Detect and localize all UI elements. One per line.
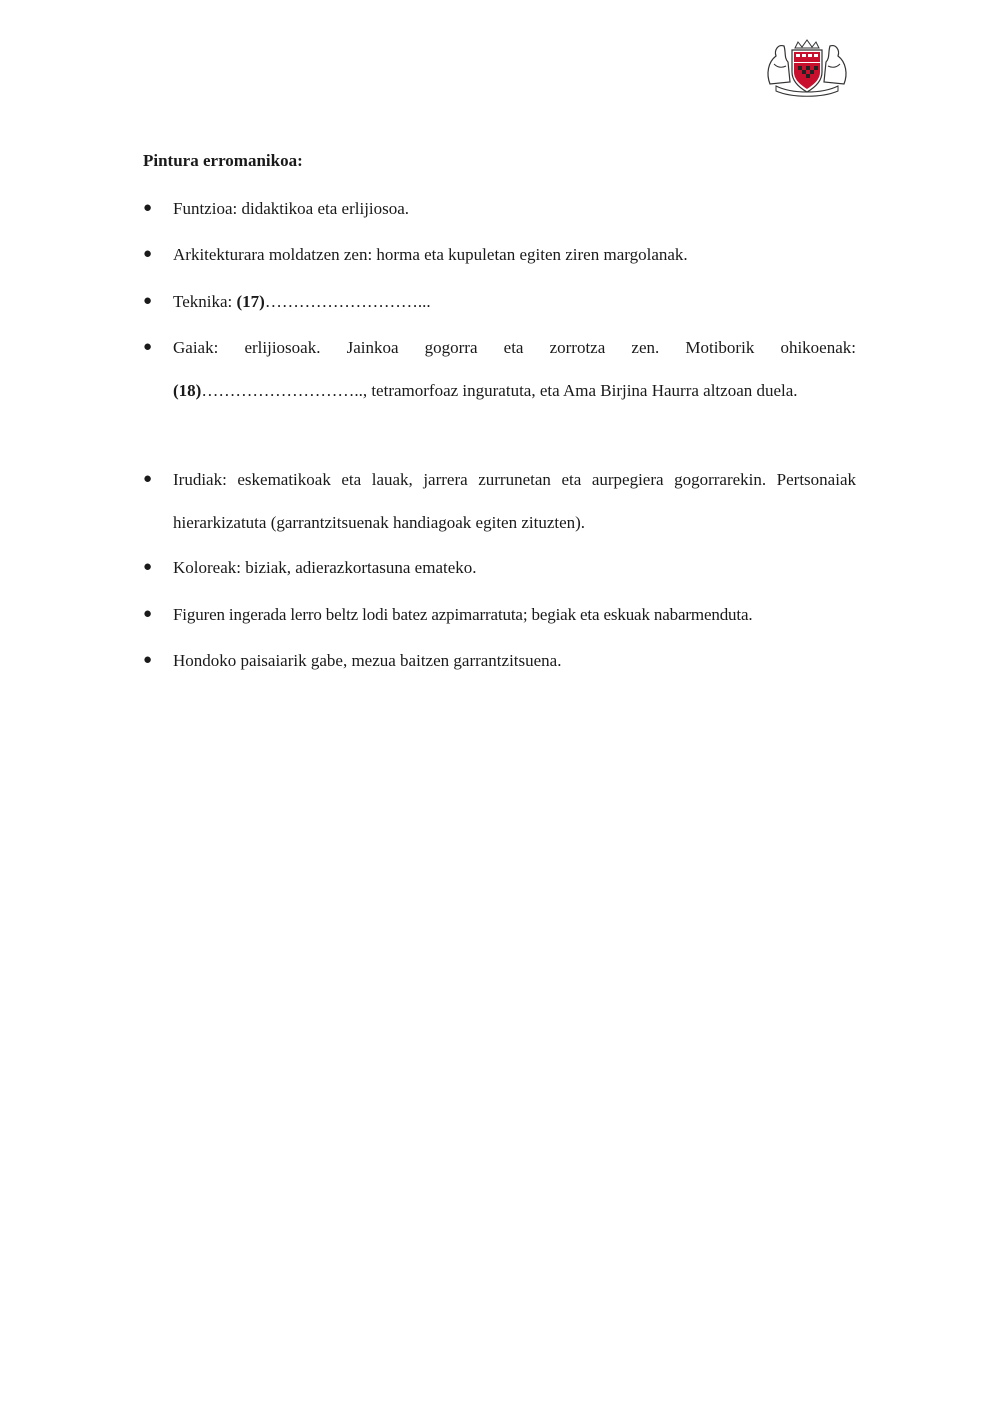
bullet-icon: ● [143,200,153,216]
item-text: Teknika: [173,292,237,311]
list-item [143,546,856,589]
item-text: Funtzioa: didaktikoa eta erlijiosoa. [173,199,410,218]
list-item [143,233,856,276]
bullet-icon: ● [143,652,153,668]
item-text: Irudiak: eskematikoak eta lauak, jarrera zurrunetan eta aurpegiera gogorrarekin. Pertsonaiak hierarkizatuta (garrantzitsuenak handiagoak egiten zituzten). [173,470,856,532]
item-text: Hondoko paisaiarik gabe, mezua baitzen garrantzitsuena. [173,651,562,670]
bullet-icon: ● [143,339,153,355]
item-text: Gaiak: erlijiosoak. Jainkoa gogorra eta zorrotza zen. Motiborik ohikoenak: [173,338,856,357]
list-item [143,593,856,636]
blank-number: (18) [173,381,202,400]
list-item [143,458,856,544]
fill-in-blank[interactable]: ………………………... [264,292,431,311]
bullet-icon: ● [143,606,153,622]
bullet-icon: ● [143,559,153,575]
list-item [143,326,856,412]
list-item [143,187,856,230]
coat-of-arms-logo [762,38,852,98]
section-heading: Pintura erromanikoa: [143,151,303,170]
bullet-icon: ● [143,471,153,487]
bullet-icon: ● [143,246,153,262]
item-text: Figuren ingerada lerro beltz lodi batez azpimarratuta; begiak eta eskuak nabarmenduta. [173,605,753,624]
list-item [143,280,856,323]
item-text: Koloreak: biziak, adierazkortasuna emateko. [173,558,477,577]
item-text: Arkitekturara moldatzen zen: horma eta kupuletan egiten ziren margolanak. [173,245,688,264]
bullet-icon: ● [143,293,153,309]
fill-in-blank[interactable]: ……………………….., tetramorfoaz inguratuta, eta Ama Birjina Haurra altzoan duela. [201,381,798,400]
list-item [143,639,856,682]
blank-number: (17) [236,292,265,311]
